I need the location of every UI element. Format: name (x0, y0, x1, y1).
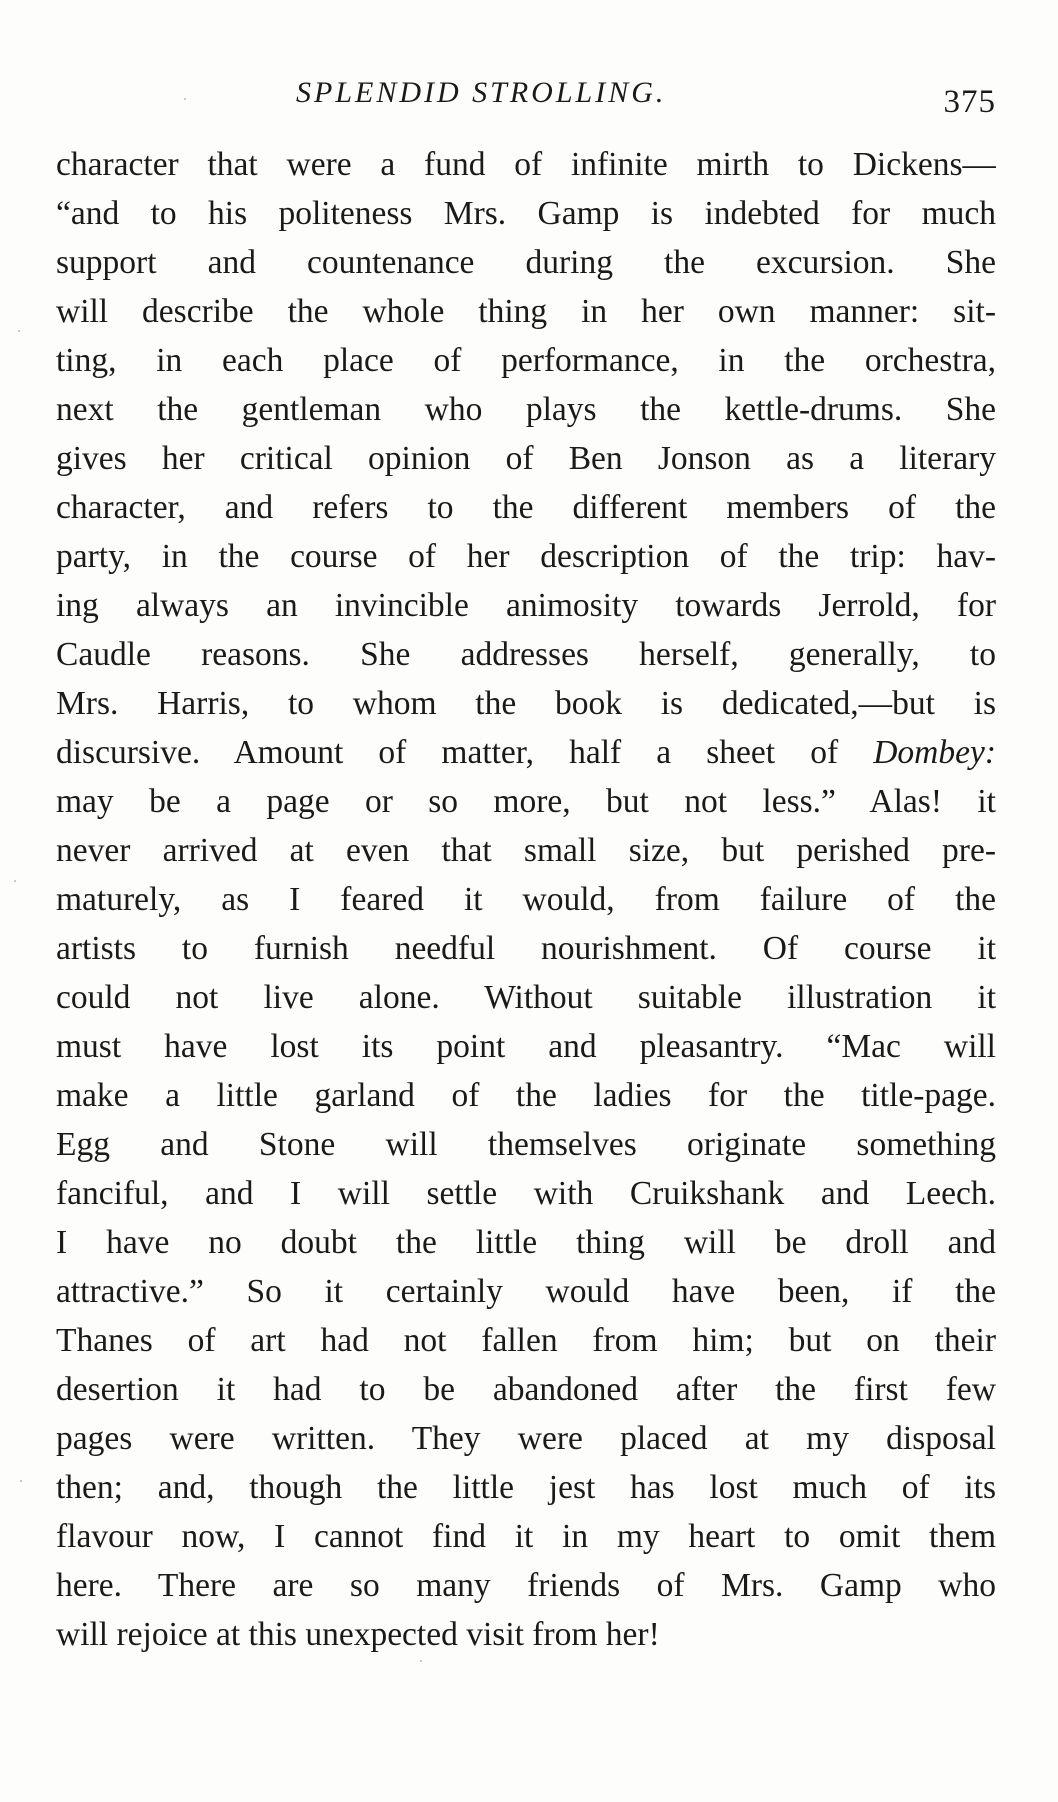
text-line-12: Mrs. Harris, to whom the book is dedicated,—but is (56, 685, 996, 722)
text-line-13 (56, 728, 996, 777)
text-line-3: support and countenance during the excursion. She (56, 244, 996, 281)
text-line-16: maturely, as I feared it would, from failure of the (56, 881, 996, 918)
text-line-31: will rejoice at this unexpected visit from her! (56, 1616, 660, 1653)
text-line-22: fanciful, and I will settle with Cruikshank and Leech. (56, 1175, 996, 1212)
text-line-5: ting, in each place of performance, in the orchestra, (56, 342, 996, 379)
text-line-20: make a little garland of the ladies for the title-page. (56, 1077, 996, 1114)
text-line-9: party, in the course of her description of the trip: hav- (56, 538, 996, 575)
paper-speck (20, 1480, 22, 1482)
text-line-27: pages were written. They were placed at my disposal (56, 1420, 996, 1457)
text-line-26: desertion it had to be abandoned after the first few (56, 1371, 996, 1408)
running-head (56, 70, 996, 120)
running-title: SPLENDID STROLLING. (296, 76, 667, 109)
text-line-11: Caudle reasons. She addresses herself, generally, to (56, 636, 996, 673)
paper-speck (14, 880, 16, 882)
text-line-28: then; and, though the little jest has lost much of its (56, 1469, 996, 1506)
body-text (56, 140, 996, 1659)
text-line-21: Egg and Stone will themselves originate something (56, 1126, 996, 1163)
page-number: 375 (943, 84, 996, 120)
text-line-19: must have lost its point and pleasantry. “Mac will (56, 1028, 996, 1065)
text-line-17: artists to furnish needful nourishment. Of course it (56, 930, 996, 967)
text-line-15: never arrived at even that small size, but perished pre- (56, 832, 996, 869)
text-line-30: here. There are so many friends of Mrs. Gamp who (56, 1567, 996, 1604)
paper-speck (420, 1660, 422, 1662)
text-line-24: attractive.” So it certainly would have been, if the (56, 1273, 996, 1310)
text-line-29: flavour now, I cannot find it in my heart to omit them (56, 1518, 996, 1555)
text-line-2: “and to his politeness Mrs. Gamp is indebted for much (56, 195, 996, 232)
paper-speck (18, 330, 20, 332)
text-line-7: gives her critical opinion of Ben Jonson as a literary (56, 440, 996, 477)
text-line-4: will describe the whole thing in her own manner: sit- (56, 293, 996, 330)
text-line-23: I have no doubt the little thing will be droll and (56, 1224, 996, 1261)
paper-speck (184, 98, 186, 100)
text-line-25: Thanes of art had not fallen from him; but on their (56, 1322, 996, 1359)
text-line-18: could not live alone. Without suitable illustration it (56, 979, 996, 1016)
text-line-14: may be a page or so more, but not less.” Alas! it (56, 783, 996, 820)
text-line-1: character that were a fund of infinite mirth to Dickens— (56, 146, 996, 183)
italic-title-dombey: Dombey: (873, 734, 996, 771)
text-line-10: ing always an invincible animosity towards Jerrold, for (56, 587, 996, 624)
text-line-13-prefix: discursive. Amount of matter, half a sheet of (56, 734, 874, 771)
text-line-6: next the gentleman who plays the kettle-drums. She (56, 391, 996, 428)
text-line-8: character, and refers to the different members of the (56, 489, 996, 526)
